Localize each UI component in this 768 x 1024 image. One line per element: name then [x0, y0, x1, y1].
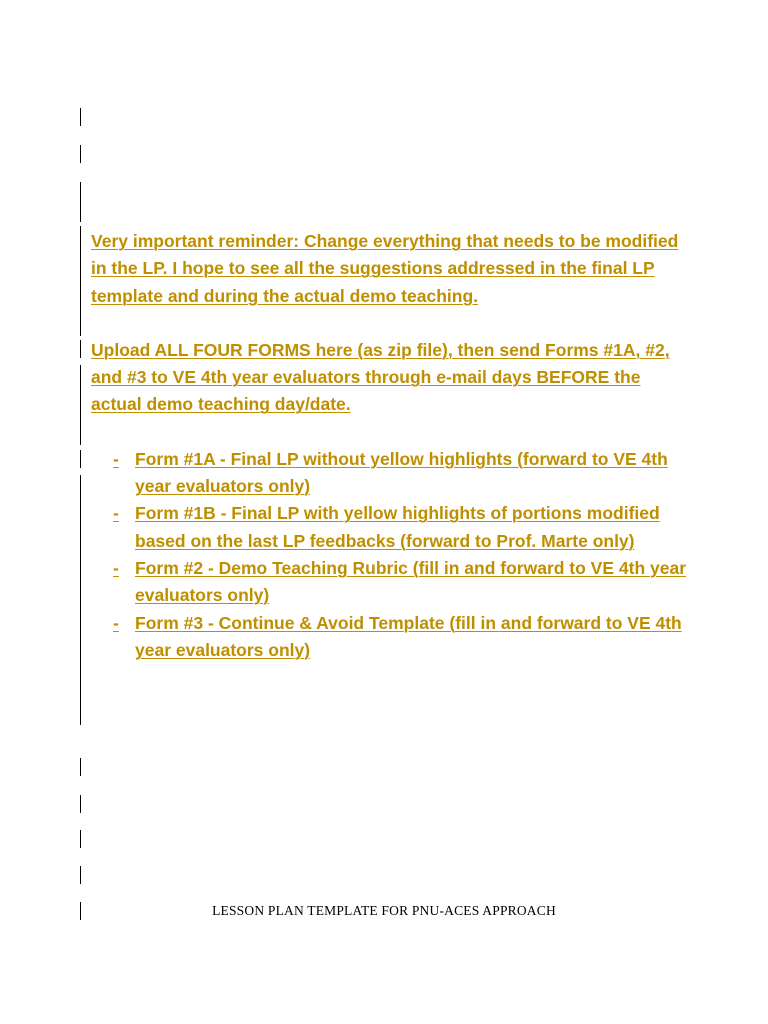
forms-list — [91, 446, 691, 664]
revision-bar — [80, 226, 81, 336]
form-3-text: Form #3 - Continue & Avoid Template (fill in and forward to VE 4th year evaluators only) — [135, 612, 682, 660]
bullet-dash: - — [113, 557, 119, 578]
revision-bar — [80, 365, 81, 445]
revision-bar — [80, 830, 81, 848]
revision-bar — [80, 866, 81, 884]
bullet-dash: - — [113, 612, 119, 633]
reminder-paragraph — [91, 228, 691, 310]
document-title: LESSON PLAN TEMPLATE FOR PNU-ACES APPROACH — [212, 903, 556, 918]
bullet-dash: - — [113, 448, 119, 469]
revision-bar — [80, 340, 81, 358]
revision-bar — [80, 108, 81, 126]
revision-bar — [80, 475, 81, 725]
upload-instructions-paragraph — [91, 337, 691, 419]
revision-bar — [80, 145, 81, 163]
list-item — [91, 446, 691, 501]
reminder-text: Very important reminder: Change everything that needs to be modified in the LP. I hope to see all the suggestions addressed in the final LP template and during the actual demo teaching. — [91, 231, 679, 306]
list-item — [91, 500, 691, 555]
revision-bar — [80, 795, 81, 813]
revision-bar — [80, 758, 81, 776]
upload-instructions-text: Upload ALL FOUR FORMS here (as zip file), then send Forms #1A, #2, and #3 to VE 4th year evaluators through e-mail days BEFORE the actual demo teaching day/date. — [91, 339, 670, 415]
list-item — [91, 610, 691, 665]
revision-bar — [80, 182, 81, 222]
form-1b-text: Form #1B - Final LP with yellow highlights of portions modified based on the last LP feedbacks (forward to Prof. Marte only) — [135, 503, 660, 551]
reminder-note — [91, 228, 691, 664]
form-1a-text: Form #1A - Final LP without yellow highlights (forward to VE 4th year evaluators only) — [135, 448, 668, 497]
paragraph-spacer — [91, 419, 691, 446]
list-item — [91, 555, 691, 610]
revision-bar — [80, 450, 81, 468]
form-2-text: Form #2 - Demo Teaching Rubric (fill in and forward to VE 4th year evaluators only) — [135, 557, 687, 606]
paragraph-spacer — [91, 310, 691, 337]
bullet-dash: - — [113, 503, 119, 524]
